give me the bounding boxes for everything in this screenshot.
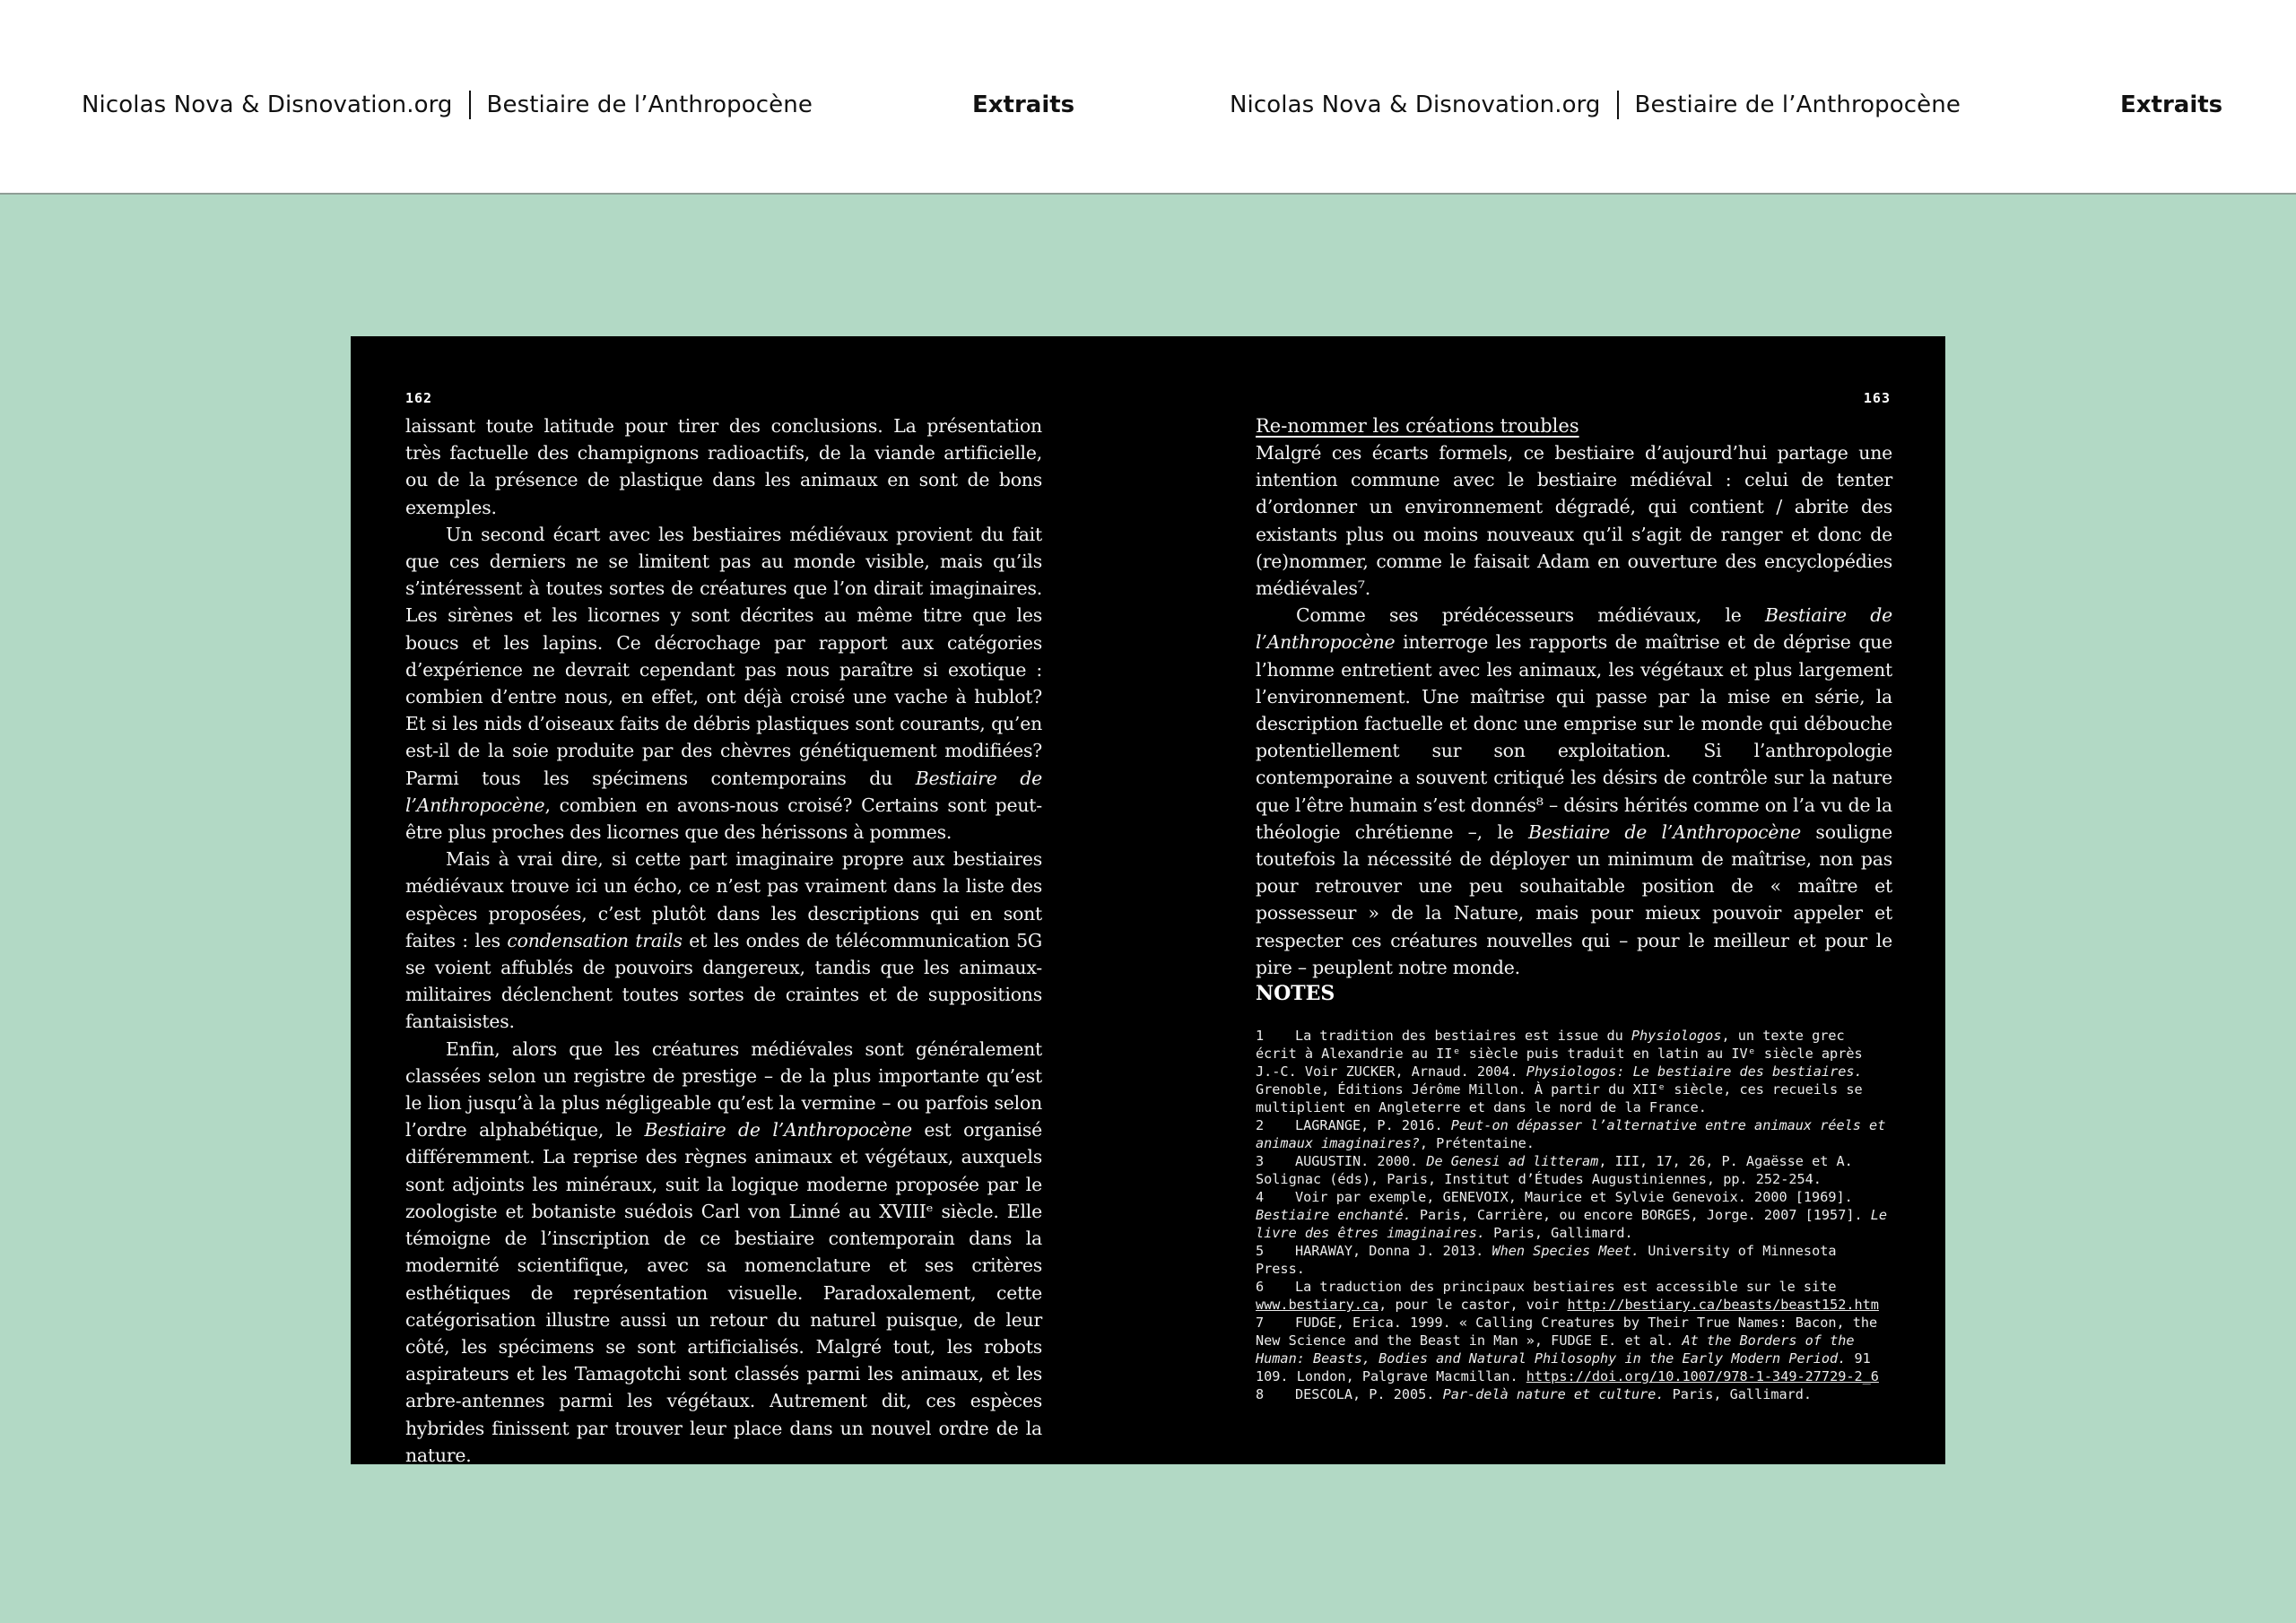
header-separator xyxy=(1617,91,1619,119)
note-link[interactable]: http://bestiary.ca/beasts/beast152.htm xyxy=(1567,1297,1879,1313)
paragraph: Comme ses prédécesseurs médiévaux, le Bestiaire de l’Anthropocène interroge les rapports de maîtrise et de déprise que l’homme entretient avec les animaux, les végétaux et plus largement l’environnement. Une maîtrise qui passe par la mise en série, la description factuelle et donc une emprise sur le monde qui débouche potentiellement sur son exploitation. Si l’anthropologie contemporaine a souvent critiqué les désirs de contrôle sur la nature que l’être humain s’est donnés⁸ – désirs hérités comme on l’a vu de la théologie chrétienne –, le Bestiaire de l’Anthropocène souligne toutefois la nécessité de déployer un minimum de maîtrise, non pas pour retrouver une peu souhaitable position de « maître et possesseur » de la Nature, mais pour mieux pouvoir appeler et respecter ces créatures nouvelles qui – pour le meilleur et pour le pire – peuplent notre monde. xyxy=(1256,604,1892,978)
notes-list xyxy=(1256,1027,1892,1403)
book-spread xyxy=(351,336,1945,1464)
header-book-title[interactable]: Bestiaire de l’Anthropocène xyxy=(486,91,813,118)
top-bar xyxy=(0,0,2296,195)
header-book-title[interactable]: Bestiaire de l’Anthropocène xyxy=(1634,91,1961,118)
page-number-left: 162 xyxy=(405,390,433,406)
paragraph: Enfin, alors que les créatures médiévales sont généralement classées selon un registre de prestige – de la plus importante qu’est le lion jusqu’à la plus négligeable qu’est la vermine – ou parfois selon l’ordre alphabétique, le Bestiaire de l’Anthropocène est organisé différemment. La reprise des règnes animaux et végétaux, auxquels sont adjoints les minéraux, suit la logique moderne proposée par le zoologiste et botaniste suédois Carl von Linné au XVIIIᵉ siècle. Elle témoigne de l’inscription de ce bestiaire contemporain dans la modernité scientifique, avec sa nomenclature et ses critères esthétiques de représentation visuelle. Paradoxalement, cette catégorisation illustre aussi un retour du naturel puisque, de leur côté, les spécimens se sont artificialisés. Malgré tout, les robots aspirateurs et les Tamagotchi sont classés parmi les animaux, et les arbre-antennes parmi les végétaux. Autrement dit, ces espèces hybrides finissent par trouver leur place dans un nouvel ordre de la nature. xyxy=(405,1037,1042,1466)
paragraph: Un second écart avec les bestiaires médiévaux provient du fait que ces derniers ne se limitent pas au monde visible, mais qu’ils s’intéressent à toutes sortes de créatures que l’on dirait imaginaires. Les sirènes et les licornes y sont décrites au même titre que les boucs et les lapins. Ce décrochage par rapport aux catégories d’expérience ne devrait cependant pas nous paraître si exotique : combien d’entre nous, en effet, ont déjà croisé une vache à hublot? Et si les nids d’oiseaux faits de débris plastiques sont courants, qu’en est-il de la soie produite par des chèvres génétiquement modifiées? Parmi tous les spécimens contemporains du Bestiaire de l’Anthropocène, combien en avons-nous croisé? Certains sont peut-être plus proches des licornes que des hérissons à pommes. xyxy=(405,523,1042,844)
section-subheading: Re-nommer les créations troubles xyxy=(1256,415,1579,437)
note-link[interactable]: www.bestiary.ca xyxy=(1256,1297,1379,1313)
note-item: 3 AUGUSTIN. 2000. De Genesi ad litteram, III, 17, 26, P. Agaësse et A. Solignac (éds), Paris, Institut d’Études Augustiniennes, pp. 252-254. xyxy=(1256,1153,1853,1187)
right-page-text xyxy=(1256,412,1892,981)
page-number-right: 163 xyxy=(1863,390,1891,406)
notes-heading: NOTES xyxy=(1256,982,1335,1005)
header-section-link[interactable]: Extraits xyxy=(972,91,1075,118)
note-item: 6 La traduction des principaux bestiaires est accessible sur le site www.bestiary.ca, pour le castor, voir http://bestiary.ca/beasts/beast152.htm xyxy=(1256,1279,1879,1313)
note-item: 2 LAGRANGE, P. 2016. Peut-on dépasser l’alternative entre animaux réels et animaux imaginaires?, Prétentaine. xyxy=(1256,1117,1886,1151)
header-left xyxy=(82,90,813,120)
note-item: 7 FUDGE, Erica. 1999. « Calling Creatures by Their True Names: Bacon, the New Science and the Beast in Man », FUDGE E. et al. At the Borders of the Human: Beasts, Bodies and Natural Philosophy in the Early Modern Period. 91 109. London, Palgrave Macmillan. https://doi.org/10.1007/978-1-349-27729-2_6 xyxy=(1256,1315,1879,1384)
note-link[interactable]: https://doi.org/10.1007/978-1-349-27729-2_6 xyxy=(1526,1368,1879,1384)
note-item: 5 HARAWAY, Donna J. 2013. When Species Meet. University of Minnesota Press. xyxy=(1256,1243,1837,1277)
paragraph: laissant toute latitude pour tirer des conclusions. La présentation très factuelle des champignons radioactifs, de la viande artificielle, ou de la présence de plastique dans les animaux en sont de bons exemples. xyxy=(405,415,1042,518)
paragraph: Mais à vrai dire, si cette part imaginaire propre aux bestiaires médiévaux trouve ici un écho, ce n’est pas vraiment dans la liste des espèces proposées, c’est plutôt dans les descriptions qui en sont faites : les condensation trails et les ondes de télécommunication 5G se voient affublés de pouvoirs dangereux, tandis que les animaux-militaires déclenchent toutes sortes de craintes et de suppositions fantaisistes. xyxy=(405,848,1042,1033)
left-page-text xyxy=(405,412,1042,1469)
paragraph: Malgré ces écarts formels, ce bestiaire d’aujourd’hui partage une intention commune avec le bestiaire médiéval : celui de tenter d’ordonner un environnement dégradé, qui contient / abrite des existants plus ou moins nouveaux qu’il s’agit de ranger et donc de (re)nommer, comme le faisait Adam en ouverture des encyclopédies médiévales⁷. xyxy=(1256,442,1892,600)
header-right xyxy=(1230,90,1961,120)
note-item: 4 Voir par exemple, GENEVOIX, Maurice et Sylvie Genevoix. 2000 [1969]. Bestiaire enchanté. Paris, Carrière, ou encore BORGES, Jorge. 2007 [1957]. Le livre des êtres imaginaires. Paris, Gallimard. xyxy=(1256,1189,1888,1241)
note-item: 1 La tradition des bestiaires est issue du Physiologos, un texte grec écrit à Alexandrie au IIᵉ siècle puis traduit en latin au IVᵉ siècle après J.-C. Voir ZUCKER, Arnaud. 2004. Physiologos: Le bestiaire des bestiaires. Grenoble, Éditions Jérôme Millon. À partir du XIIᵉ siècle, ces recueils se multiplient en Angleterre et dans le nord de la France. xyxy=(1256,1028,1863,1115)
header-separator xyxy=(469,91,471,119)
header-section-link[interactable]: Extraits xyxy=(2120,91,2223,118)
note-item: 8 DESCOLA, P. 2005. Par-delà nature et culture. Paris, Gallimard. xyxy=(1256,1386,1813,1402)
header-author[interactable]: Nicolas Nova & Disnovation.org xyxy=(1230,91,1601,118)
header-author[interactable]: Nicolas Nova & Disnovation.org xyxy=(82,91,453,118)
